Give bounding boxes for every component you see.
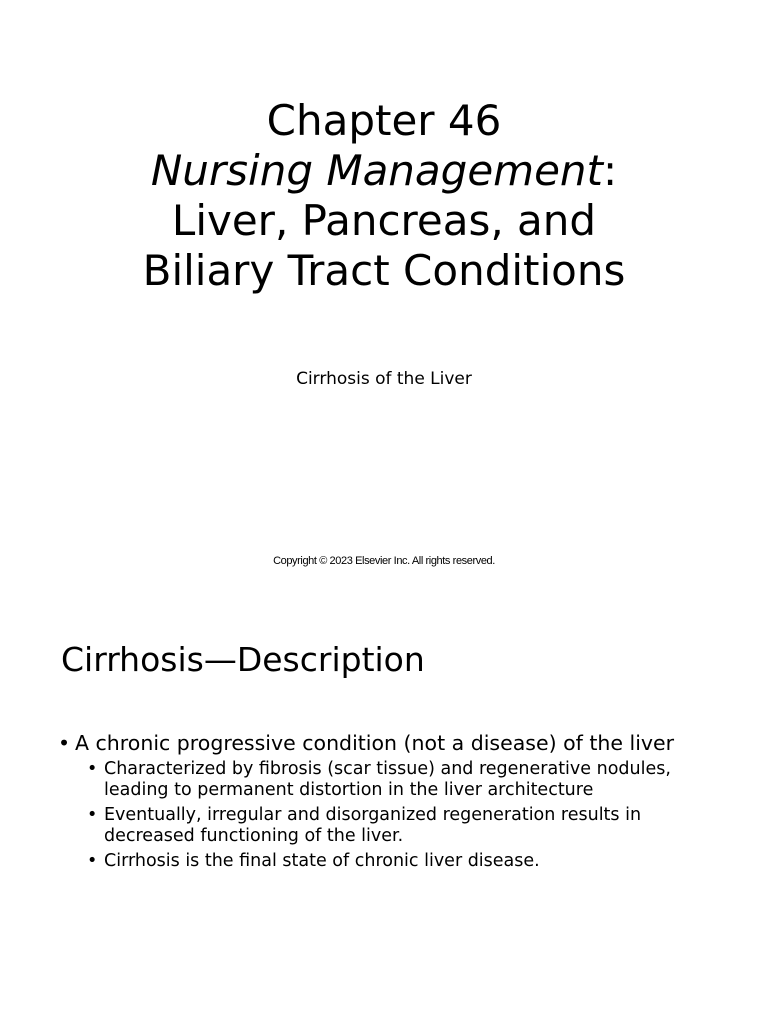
slide-title	[0, 96, 768, 296]
bullet-list	[58, 732, 718, 876]
sub-bullet-list	[87, 759, 718, 872]
title-colon: :	[603, 146, 618, 195]
sub-bullet-text: Eventually, irregular and disorganized regeneration results in decreased functioning of the liver.	[104, 805, 642, 846]
bullet-dot: •	[87, 759, 98, 779]
sub-bullet-item	[87, 759, 718, 801]
bullet-dot: •	[87, 805, 98, 825]
copyright-notice: Copyright © 2023 Elsevier Inc. All rights reserved.	[273, 555, 495, 567]
content-slide	[0, 598, 768, 1024]
bullet-dot: •	[87, 851, 98, 871]
chapter-number: Chapter 46	[266, 96, 502, 145]
sub-bullet-item	[87, 805, 718, 847]
bullet-dot: •	[58, 731, 71, 755]
title-topic-line	[0, 146, 768, 196]
bullet-item	[58, 732, 718, 872]
sub-bullet-item	[87, 851, 718, 872]
title-italic-text: Nursing Management	[150, 146, 603, 195]
bullet-text: A chronic progressive condition (not a disease) of the liver	[75, 731, 675, 755]
sub-bullet-text: Cirrhosis is the final state of chronic liver disease.	[104, 851, 540, 871]
title-subject-line-1: Liver, Pancreas, and	[171, 196, 597, 245]
sub-bullet-text: Characterized by fibrosis (scar tissue) and regenerative nodules, leading to permanent distortion in the liver architecture	[104, 759, 671, 800]
slide-heading: Cirrhosis—Description	[61, 640, 425, 679]
slide-subtitle: Cirrhosis of the Liver	[296, 369, 472, 389]
title-subject-line-2: Biliary Tract Conditions	[142, 246, 626, 295]
